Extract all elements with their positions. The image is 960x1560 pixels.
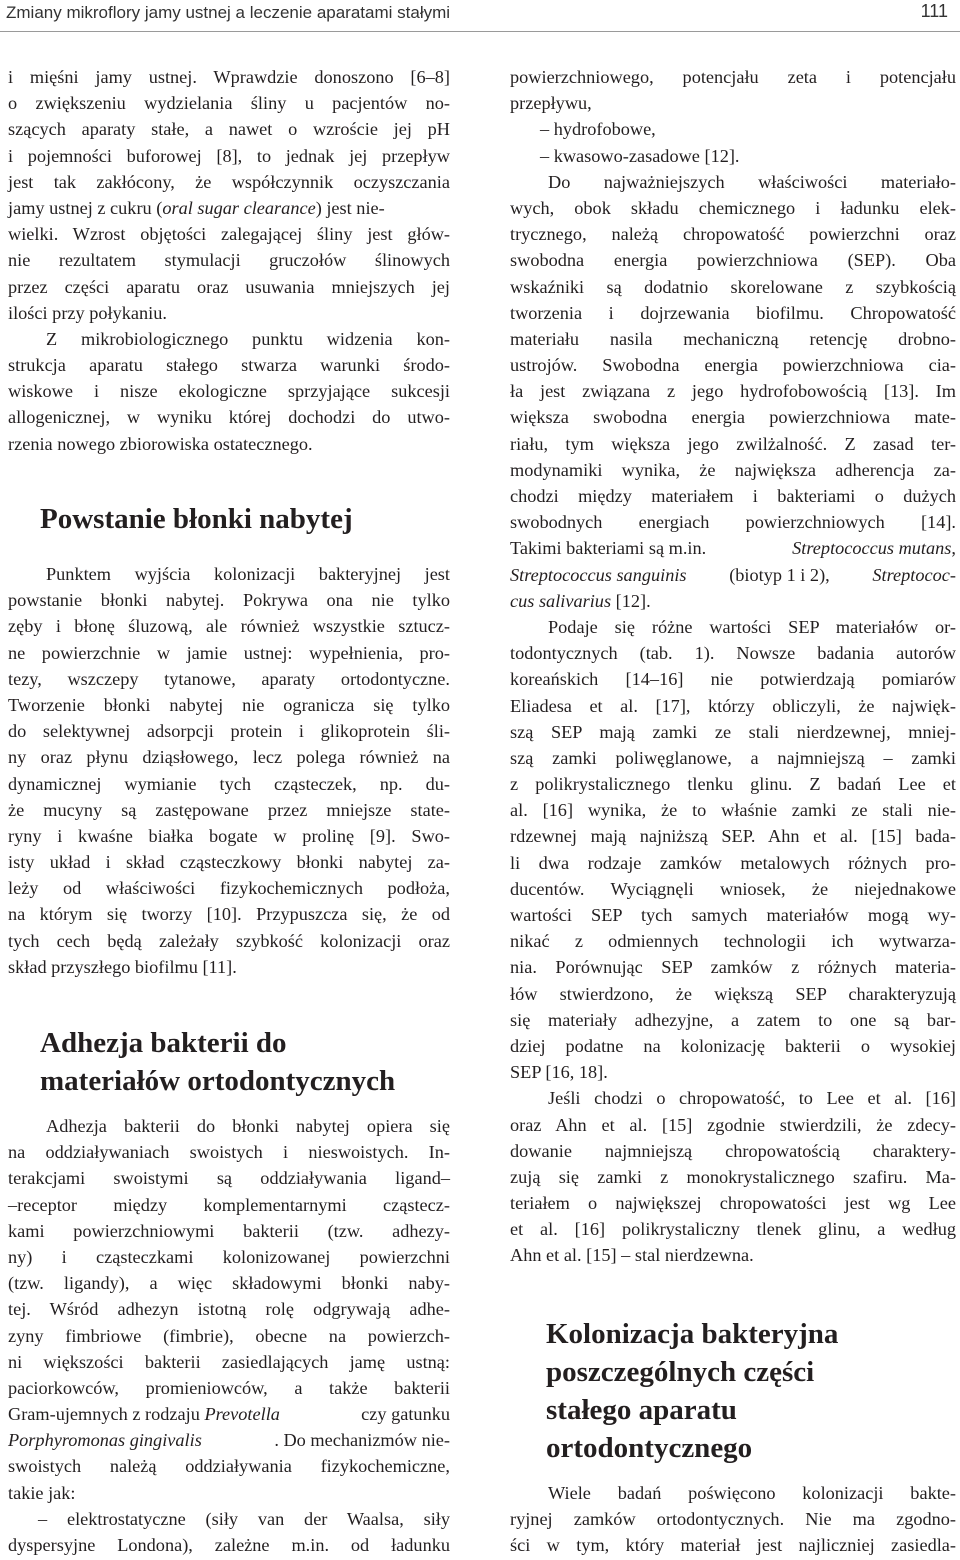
text-line: oraz Ahn et al. [15] zgodnie stwierdzili, że zdecy- (510, 1114, 956, 1135)
text-line: ducentów. Wyciągnęli wniosek, że niejednakowe (510, 878, 956, 899)
left-section-adhesion (8, 1113, 450, 1558)
text-line: li dwa rodzaje zamków metalowych różnych pro- (510, 852, 956, 873)
text-line: na którym się tworzy [10]. Przypuszcza się, że od (8, 904, 450, 925)
text-line: modynamiki wynika, że największa adherencja za- (510, 459, 956, 480)
text-line: kami powierzchniowymi bakterii (tzw. adhezy- (8, 1220, 450, 1241)
text-line: zują się zamki z monokrystalicznego szafiru. Ma- (510, 1166, 956, 1187)
heading-line: ortodontycznego (546, 1432, 753, 1464)
italic-species: Porphyromonas gingivalis (8, 1430, 202, 1451)
text-line: ny oraz płynu dziąsłowego, lecz polega również na (8, 747, 450, 768)
text-line: koreańskich [14–16] nie potwierdzają pomiarów (510, 669, 956, 690)
text-line: teriałem o największej chropowatości jest wg Lee (510, 1193, 956, 1214)
italic-genus: Prevotella (204, 1404, 280, 1425)
text-run: (biotyp 1 i 2), (729, 564, 830, 585)
text-line: ryny i kwaśne białka bogate w prolinę [9]. Swo- (8, 825, 450, 846)
text-line: przepływu, (510, 93, 592, 114)
italic-species: cus salivarius (510, 590, 612, 611)
text-line: todontycznych (tab. 1). Nowsze badania autorów (510, 643, 956, 664)
text-line: przez części aparatu oraz usuwania mniejszych jej (8, 276, 450, 297)
section-heading-acquired-pellicle: Powstanie błonki nabytej (40, 503, 353, 535)
text-run: jamy ustnej z cukru ( (8, 197, 163, 218)
text-line: z polikrystalicznego tlenku glinu. Z badań Lee et (510, 774, 956, 795)
text-line: swoistych należą oddziaływania fizykochemiczne, (8, 1456, 450, 1477)
section-heading-adhesion (40, 1024, 395, 1100)
running-title: Zmiany mikroflory jamy ustnej a leczenie aparatami stałymi (6, 3, 451, 22)
text-line: al. [16] wynika, że to właśnie zamki ze stali nie- (510, 800, 956, 821)
list-item: – hydrofobowe, (540, 119, 656, 140)
text-line: Adhezja bakterii do błonki nabytej opiera się (46, 1116, 450, 1136)
text-run: , (951, 538, 956, 559)
text-line: Jeśli chodzi o chropowatość, to Lee et al. [16] (548, 1088, 956, 1109)
section-heading-colonization (546, 1315, 838, 1467)
text-line: nie rezultatem stymulacji gruczołów ślinowych (8, 250, 450, 271)
text-line: isty układ i skład cząsteczkowy błonki nabytej za- (8, 852, 450, 873)
text-line: –receptor między komplementarnymi cząstecz- (8, 1194, 450, 1215)
text-line: wych, obok składu chemicznego i ładunku elek- (510, 197, 956, 218)
text-line: tych cech będą zależały szybkość kolonizacji oraz (8, 930, 450, 951)
text-line: Ahn et al. [15] – stal nierdzewna. (510, 1245, 754, 1266)
text-line (8, 1401, 450, 1427)
text-line: się materiały adhezyjne, a zatem to one są bar- (510, 1009, 956, 1030)
text-line: i pojemności buforowej [8], to jednak jej przepływ (8, 145, 450, 166)
text-line: Tworzenie błonki nabytej nie ogranicza się tylko (8, 694, 450, 715)
text-run (792, 535, 956, 561)
text-run: Gram-ujemnych z rodzaju (8, 1404, 205, 1425)
heading-line: stałego aparatu (546, 1394, 737, 1426)
text-line: skład przyszłego biofilmu [11]. (8, 956, 237, 977)
text-line: terakcjami swoistymi są oddziaływania ligand– (8, 1168, 450, 1189)
text-line: leży od właściwości fizykochemicznych podłoża, (8, 878, 450, 899)
text-line: większa swobodna energia powierzchniowa mate- (510, 407, 956, 428)
right-section-colonization (510, 1480, 956, 1559)
text-line: swobodna energia powierzchniowa (SEP). Oba (510, 250, 956, 271)
text-line: o zwiększeniu wydzielania śliny u pacjentów no- (8, 93, 450, 114)
text-line: tej. Wśród adhezyn istotną rolę odgrywają adhe- (8, 1299, 450, 1320)
text-line: takie jak: (8, 1482, 76, 1503)
text-line: powstanie błonki nabytej. Pokrywa ona nie tylko (8, 590, 450, 611)
text-line: wskaźniki są dodatnio skorelowane z szybkością (510, 276, 956, 297)
text-line: tworzenia i dojrzewania biofilmu. Chropowatość (510, 302, 956, 323)
text-line: dowanie najmniejszą chropowatością charaktery- (510, 1140, 956, 1161)
text-line: SEP [16, 18]. (510, 1062, 608, 1083)
text-line: na oddziaływaniach swoistych i nieswoistych. In- (8, 1142, 450, 1163)
text-run (8, 1401, 280, 1427)
text-line: zyny fimbriowe (fimbrie), obecne na powierzch- (8, 1325, 450, 1346)
left-column-intro (8, 64, 450, 457)
text-line: chodzi między materiałem i bakteriami o dużych (510, 486, 956, 506)
text-line: dziej podatne na kolonizację bakterii o wysokiej (510, 1035, 956, 1056)
text-line: riału, tym większa jego zwilżalność. Z zasad ter- (510, 433, 956, 454)
right-column-top (510, 64, 956, 1269)
text-line: ilości przy połykaniu. (8, 302, 167, 323)
text-line: dynamicznej wymianie tych cząsteczek, np. du- (8, 773, 450, 794)
text-line: tezy, wszczepy tytanowe, aparaty ortodontyczne. (8, 668, 450, 689)
text-line: do selektywnej adsorpcji protein i glikoprotein śli- (8, 721, 450, 742)
text-line: wiskowe i nisze ekologiczne sprzyjające sukcesji (8, 381, 450, 402)
text-line: szą SEP mają zamki ze stali nierdzewnej, mniej- (510, 721, 956, 742)
text-line: Eliadesa et al. [17], którzy obliczyli, że najwięk- (510, 695, 956, 716)
italic-species: Streptococcus mutans (792, 538, 952, 559)
text-line: szących aparaty stałe, a nawet o wzroście jej pH (8, 119, 450, 140)
text-line: allogenicznej, w wyniku której dochodzi do utwo- (8, 407, 450, 428)
text-line: ne powierzchnie w jamie ustnej: wypełnienia, pro- (8, 642, 450, 663)
text-line: ści w tym, który materiał jest najliczniej zasiedla- (510, 1535, 956, 1556)
list-item: – elektrostatyczne (siły van der Waalsa, siły (38, 1508, 450, 1529)
heading-line: poszczególnych części (546, 1356, 815, 1388)
text-line: ryjnej zamków ortodontycznych. Nie ma zgodno- (510, 1509, 956, 1530)
italic-species: Streptococ- (872, 564, 956, 585)
text-line: nia. Porównując SEP zamków z różnych materia- (510, 957, 956, 978)
text-line: Punktem wyjścia kolonizacji bakteryjnej jest (46, 564, 450, 584)
text-line: (tzw. ligandy), a więc składowymi błonki naby- (8, 1273, 450, 1294)
text-run: [12]. (611, 590, 651, 611)
text-run: Takimi bakteriami są m.in. (510, 538, 707, 559)
text-line: wielki. Wzrost objętości zalegającej śliny jest głów- (8, 224, 450, 245)
text-line: dyspersyjne Londona), zależne m.in. od ładunku (8, 1535, 450, 1555)
text-line: trycznego, należą chropowatość powierzchni oraz (510, 224, 956, 245)
heading-line: Adhezja bakterii do (40, 1027, 287, 1059)
heading-line: materiałów ortodontycznych (40, 1065, 396, 1097)
text-line: że mucyny są zastępowane przez mniejsze state- (8, 799, 450, 820)
text-line: paciorkowców, promieniowców, a także bakterii (8, 1377, 450, 1398)
text-line: powierzchniowego, potencjału zeta i potencjału (510, 67, 956, 87)
text-run: czy gatunku (361, 1404, 450, 1425)
text-line: Z mikrobiologicznego punktu widzenia kon- (46, 328, 450, 349)
text-run: ) jest nie- (315, 197, 385, 218)
text-line (8, 195, 450, 221)
list-item: – kwasowo-zasadowe [12]. (540, 145, 740, 166)
text-run: . Do mechanizmów nie- (274, 1430, 450, 1451)
text-line: ła jest związana z jego hydrofobowością [13]. Im (510, 381, 956, 402)
text-line: Do najważniejszych właściwości materiało- (548, 171, 956, 192)
text-line (510, 535, 956, 561)
text-line (510, 562, 956, 588)
text-line: zęby i błonę śluzową, ale również wszystkie sztucz- (8, 616, 450, 637)
text-line: materiału nasila mechaniczną retencję drobno- (510, 328, 956, 349)
text-line: et al. [16] polikrystaliczny tlenek glinu, a według (510, 1219, 956, 1240)
text-line: rdzewnej mają najniższą SEP. Ahn et al. [15] bada- (510, 826, 956, 847)
text-line: strukcja aparatu stałego stwarza warunki środo- (8, 355, 450, 376)
italic-species: Streptococcus sanguinis (510, 564, 687, 585)
text-line: swobodnych energiach powierzchniowych [14]. (510, 512, 956, 533)
text-line (510, 588, 956, 614)
text-line (8, 1427, 450, 1453)
text-line: i mięśni jamy ustnej. Wprawdzie donoszono [6–8] (8, 67, 450, 87)
text-line: ustrojów. Swobodna energia powierzchniowa cia- (510, 355, 956, 376)
text-line: wartości SEP tych samych materiałów mogą wy- (510, 905, 956, 925)
left-section-pellicle (8, 561, 450, 980)
heading-line: Kolonizacja bakteryjna (546, 1318, 839, 1350)
text-line: Wiele badań poświęcono kolonizacji bakte- (548, 1483, 956, 1503)
text-line: łów stwierdzono, że większą SEP charakteryzują (510, 983, 956, 1004)
text-line: szą zamki poliwęglanowe, a najmniejszą – zamki (510, 747, 956, 768)
page-number: 111 (920, 1, 948, 21)
text-line: ny) i cząsteczkami kolonizowanej powierzchni (8, 1246, 450, 1267)
text-line: ni większości bakterii zasiedlających jamę ustną: (8, 1351, 450, 1372)
running-header (0, 0, 960, 32)
text-line: Podaje się różne wartości SEP materiałów or- (548, 616, 956, 637)
text-line: jest tak zakłócony, że współczynnik oczyszczania (8, 171, 450, 192)
italic-term: oral sugar clearance (162, 197, 316, 218)
text-line: rzenia nowego zbiorowiska ostatecznego. (8, 433, 313, 454)
text-line: nikać z odmiennych technologii ich wytwarza- (510, 931, 956, 952)
